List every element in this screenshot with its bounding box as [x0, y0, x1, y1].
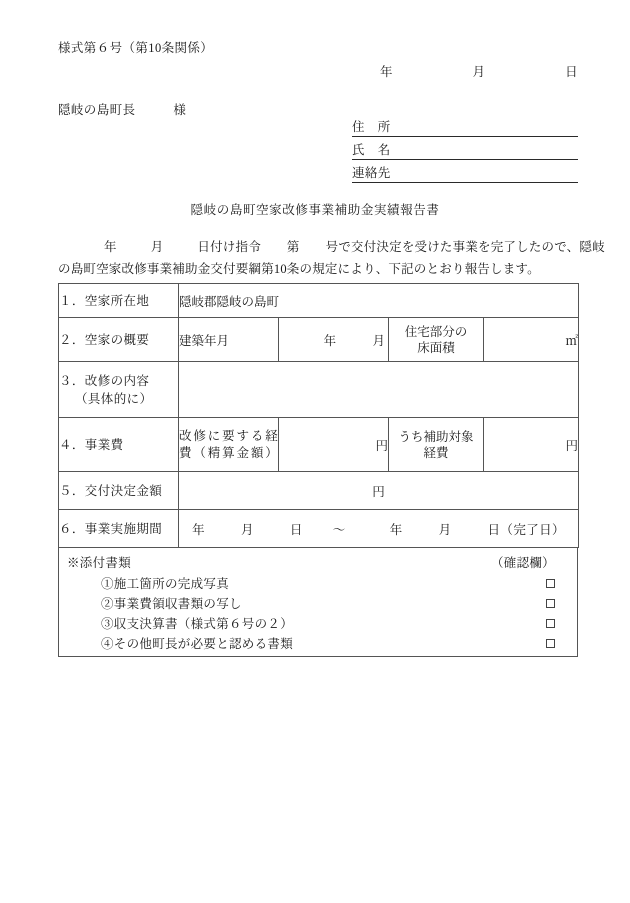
- list-item: [59, 573, 577, 593]
- floor-area-value[interactable]: ㎡: [484, 318, 579, 362]
- row1-label: １．空家所在地: [59, 284, 179, 318]
- end-month-label: 月: [438, 522, 452, 537]
- row2-label: ２．空家の概要: [59, 318, 179, 362]
- date-year-label: 年: [380, 65, 393, 79]
- intro-line2: の島町空家改修事業補助金交付要綱第10条の規定により、下記のとおり報告します。: [58, 262, 540, 276]
- renovation-cost-value[interactable]: 円: [279, 418, 389, 472]
- floor-area-label-line2: 床面積: [417, 340, 455, 355]
- attachment-checkbox[interactable]: [546, 599, 555, 608]
- intro-year: 年: [104, 240, 117, 254]
- subsidy-target-label-line2: 経費: [423, 445, 449, 460]
- contact-field[interactable]: [352, 164, 578, 183]
- start-year-label: 年: [192, 522, 205, 537]
- contact-label: 連絡先: [352, 166, 391, 180]
- attachment-item-label: ②事業費領収書類の写し: [101, 597, 242, 611]
- attachment-checkbox[interactable]: [546, 579, 555, 588]
- period-range-mark: ～: [332, 522, 346, 537]
- intro-number-mark: 第: [286, 240, 300, 254]
- attachments-header: [59, 547, 577, 573]
- attachments-heading: ※添付書類: [67, 556, 132, 570]
- date-day-label: 日: [565, 65, 578, 79]
- subsidy-target-label: [389, 418, 484, 472]
- attachment-item-label: ④その他町長が必要と認める書類: [101, 637, 294, 651]
- addressee-line: [58, 100, 186, 118]
- row6-label: ６．事業実施期間: [59, 510, 179, 548]
- table-row: [59, 510, 579, 548]
- end-year-label: 年: [389, 522, 403, 537]
- intro-paragraph: [58, 236, 605, 280]
- addressee-name: 隠岐の島町長: [58, 103, 136, 117]
- build-month-label: 月: [372, 333, 386, 348]
- submission-date-line: [380, 62, 578, 80]
- name-field[interactable]: [352, 141, 578, 160]
- list-item: [59, 593, 577, 613]
- floor-area-label-line1: 住宅部分の: [404, 324, 468, 339]
- list-item: [59, 613, 577, 633]
- table-row: [59, 284, 579, 318]
- applicant-fields: [352, 118, 578, 187]
- name-label: 氏 名: [352, 143, 391, 157]
- attachments-section: [58, 547, 578, 657]
- address-field[interactable]: [352, 118, 578, 137]
- build-date-value[interactable]: [279, 318, 389, 362]
- end-day-label: 日（完了日）: [487, 522, 565, 537]
- date-month-label: 月: [472, 65, 486, 79]
- intro-day-text: 日付け指令: [197, 240, 261, 254]
- address-label: 住 所: [352, 120, 391, 134]
- attachment-checkbox[interactable]: [546, 639, 555, 648]
- table-row: [59, 318, 579, 362]
- table-row: [59, 472, 579, 510]
- row3-label-line1: ３．改修の内容: [59, 373, 150, 388]
- attachment-item-label: ③収支決算書（様式第６号の２）: [101, 617, 294, 631]
- attachment-checkbox[interactable]: [546, 619, 555, 628]
- row3-label-line2: （具体的に）: [75, 391, 153, 406]
- report-table: [58, 283, 579, 548]
- subsidy-target-label-line1: うち補助対象: [398, 429, 474, 444]
- start-day-label: 日: [289, 522, 303, 537]
- form-number: 様式第６号（第10条関係）: [58, 41, 214, 55]
- row3-label: [59, 362, 179, 418]
- row3-value[interactable]: [179, 362, 579, 418]
- intro-month: 月: [150, 240, 164, 254]
- table-row: [59, 362, 579, 418]
- addressee-honorific: 様: [173, 103, 187, 117]
- confirm-column-header: （確認欄）: [490, 556, 555, 570]
- floor-area-label: [389, 318, 484, 362]
- page-title: 隠岐の島町空家改修事業補助金実績報告書: [190, 203, 440, 217]
- renovation-cost-label: 改修に要する経費（精算金額）: [179, 418, 279, 472]
- start-month-label: 月: [240, 522, 254, 537]
- list-item: [59, 633, 577, 653]
- table-row: [59, 418, 579, 472]
- build-year-label: 年: [323, 333, 337, 348]
- row1-value[interactable]: 隠岐郡隠岐の島町: [179, 284, 579, 318]
- row4-label: ４．事業費: [59, 418, 179, 472]
- row6-value[interactable]: [179, 510, 579, 548]
- intro-number-unit: 号で交付決定を受けた事業を完了したので、隠岐: [325, 240, 605, 254]
- row5-value[interactable]: 円: [179, 472, 579, 510]
- build-date-label: 建築年月: [179, 318, 279, 362]
- subsidy-target-value[interactable]: 円: [484, 418, 579, 472]
- attachment-item-label: ①施工箇所の完成写真: [101, 577, 230, 591]
- row5-label: ５．交付決定金額: [59, 472, 179, 510]
